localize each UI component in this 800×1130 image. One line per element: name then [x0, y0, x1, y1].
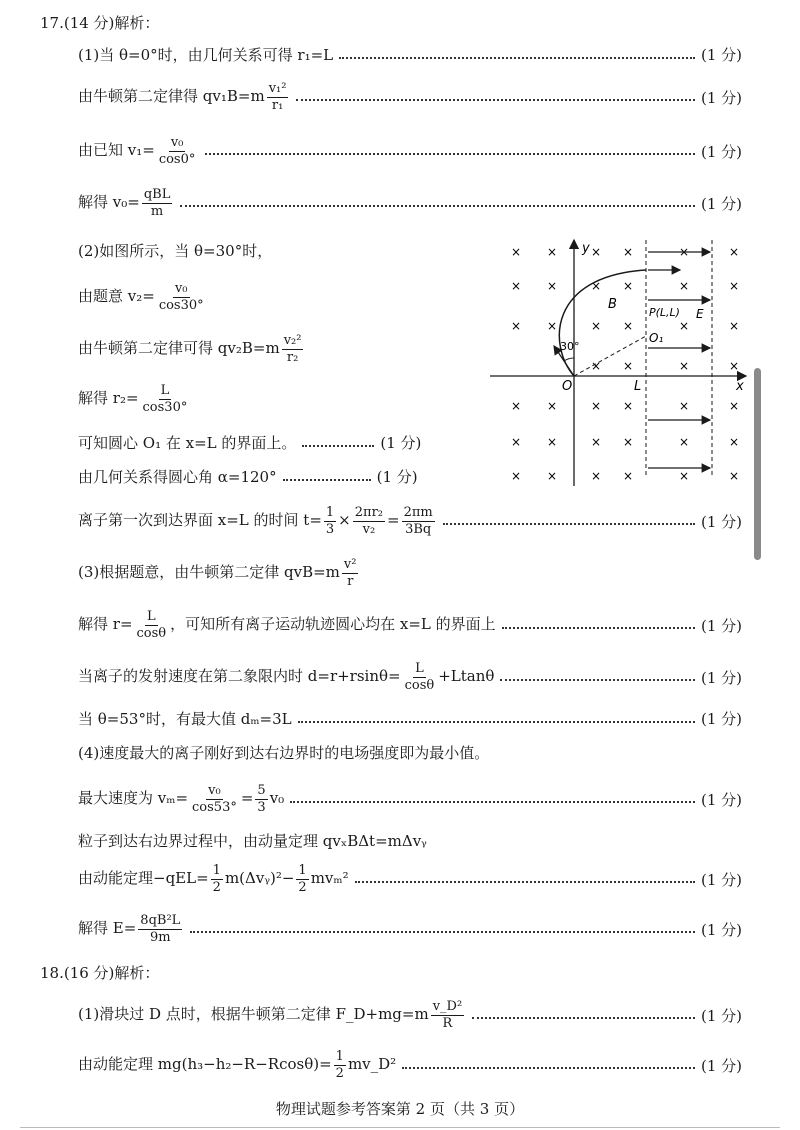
leader-dots [502, 627, 695, 629]
fraction: $\frac{1}{2}$ [298, 863, 307, 895]
q18-header: 18.(16 分)解析： [40, 964, 160, 982]
field-cross-mark: × [546, 245, 558, 259]
angle-label: 30° [560, 340, 580, 353]
leader-dots [296, 99, 695, 101]
score-label: (1 分) [700, 46, 742, 64]
leader-dots [298, 721, 695, 723]
field-cross-mark: × [622, 245, 634, 259]
q18-d-line: (1)滑块过 D 点时，根据牛顿第二定律 F_D+mg=m $\frac{\text{v\_D²}}{R}$ (1 分) [78, 999, 742, 1031]
field-cross-mark: × [546, 469, 558, 483]
magnetic-field-diagram [488, 236, 753, 488]
fraction: $\frac{1}{2}$ [212, 863, 221, 895]
field-cross-mark: × [678, 469, 690, 483]
field-cross-mark: × [510, 279, 522, 293]
fraction: $\frac{5}{3}$ [257, 783, 266, 815]
fraction: $\frac{1}{2}$ [335, 1049, 344, 1081]
score-label: (1 分) [700, 512, 742, 531]
field-cross-mark: × [622, 469, 634, 483]
q17-p2-r2-line: 解得 r₂= $\frac{L}{\cos 30^\circ}$ [78, 383, 188, 415]
origin-label: O [562, 379, 573, 394]
score-label: (1 分) [376, 468, 418, 486]
score-label: (1 分) [700, 790, 742, 809]
field-cross-mark: × [590, 245, 602, 259]
leader-dots [355, 881, 695, 883]
q17-p1-newton-line: 由牛顿第二定律得 qv₁B=m $\frac{\text{v₁²}}{\text{r₁}}$ (1 分) [78, 81, 742, 113]
q17-p2-angle-line: 由几何关系得圆心角 α=120° (1 分) [78, 468, 418, 486]
score-label: (1 分) [700, 668, 742, 687]
score-label: (1 分) [700, 1006, 742, 1025]
q17-p4-intro-line: (4)速度最大的离子刚好到达右边界时的电场强度即为最小值。 [78, 744, 490, 762]
y-axis-label: y [582, 241, 590, 256]
field-cross-mark: × [546, 435, 558, 449]
B-label: B [608, 297, 617, 312]
fraction: $\frac{\text{v\_D²}}{R}$ [432, 999, 463, 1031]
leader-dots [500, 679, 695, 681]
field-cross-mark: × [728, 469, 740, 483]
q17-p2-v2-line: 由题意 v₂= $\frac{\text{v₀}}{\cos 30^\circ}$ [78, 281, 204, 313]
fraction: $\frac{\text{qBL}}{m}$ [143, 187, 171, 219]
q17-p1-known-line: 由已知 v₁= $\frac{\text{v₀}}{\cos 0^\circ}$ (1 分) [78, 135, 742, 167]
fraction: $\frac{\text{v₀}}{\cos 30^\circ}$ [158, 281, 204, 313]
score-label: (1 分) [700, 142, 742, 161]
field-cross-mark: × [510, 435, 522, 449]
field-cross-mark: × [590, 359, 602, 373]
field-cross-mark: × [728, 319, 740, 333]
q17-p3-max-line: 当 θ=53°时，有最大值 dₘ=3L (1 分) [78, 710, 742, 728]
fraction: $\frac{\text{v₀}}{\cos 53^\circ}$ [192, 783, 237, 815]
leader-dots [283, 479, 371, 481]
field-cross-mark: × [510, 319, 522, 333]
fraction: $\frac{\text{v₂²}}{\text{r₂}}$ [283, 333, 302, 365]
leader-dots [443, 523, 695, 525]
field-cross-mark: × [510, 399, 522, 413]
field-cross-mark: × [678, 319, 690, 333]
fraction: $\frac{1}{3}$ [325, 505, 335, 537]
fraction: $\frac{\text{2πr₂}}{\text{v₂}}$ [354, 505, 383, 537]
score-label: (1 分) [700, 920, 742, 939]
field-cross-mark: × [546, 399, 558, 413]
field-cross-mark: × [678, 279, 690, 293]
field-cross-mark: × [622, 279, 634, 293]
field-cross-mark: × [678, 245, 690, 259]
field-cross-mark: × [590, 469, 602, 483]
field-cross-mark: × [590, 435, 602, 449]
field-cross-mark: × [678, 435, 690, 449]
field-crosses [511, 245, 739, 483]
leader-dots [190, 931, 695, 933]
score-label: (1 分) [700, 616, 742, 635]
field-cross-mark: × [622, 435, 634, 449]
field-cross-mark: × [510, 469, 522, 483]
q17-p2-newton-line: 由牛顿第二定律可得 qv₂B=m $\frac{\text{v₂²}}{\text{r₂}}$ [78, 333, 302, 365]
q17-header: 17.(14 分)解析： [40, 14, 160, 32]
q18-energy-line: 由动能定理 mg(h₃−h₂−R−Rcosθ)= $\frac{1}{2}$ mv_D² (1 分) [78, 1049, 742, 1081]
field-cross-mark: × [590, 279, 602, 293]
score-label: (1 分) [380, 434, 422, 452]
q17-p4-energy-line: 由动能定理−qEL= $\frac{1}{2}$ m(Δvᵧ)²− $\frac{1}{2}$ mvₘ² (1 分) [78, 863, 742, 895]
field-cross-mark: × [590, 319, 602, 333]
field-cross-mark: × [622, 359, 634, 373]
q17-p3-d-line: 当离子的发射速度在第二象限内时 d=r+rsinθ= $\frac{L}{\cos\theta}$ +Ltanθ (1 分) [78, 661, 742, 693]
field-cross-mark: × [590, 399, 602, 413]
field-cross-mark: × [678, 359, 690, 373]
q17-p1-solve-line: 解得 v₀= $\frac{\text{qBL}}{m}$ (1 分) [78, 187, 742, 219]
leader-dots [472, 1017, 695, 1019]
leader-dots [302, 445, 374, 447]
score-label: (1 分) [700, 870, 742, 889]
fraction: $\frac{\text{v₀}}{\cos 0^\circ}$ [158, 135, 196, 167]
fraction: $\frac{L}{\cos\theta}$ [404, 661, 435, 693]
leader-dots [205, 153, 695, 155]
radius-line [574, 336, 646, 376]
field-cross-mark: × [622, 319, 634, 333]
E-label: E [696, 307, 704, 321]
field-cross-mark: × [546, 279, 558, 293]
q17-p2-intro-line: (2)如图所示，当 θ=30°时， [78, 242, 273, 260]
angle-arc [564, 358, 574, 361]
q17-p3-solve-line: 解得 r= $\frac{L}{\cos\theta}$ ，可知所有离子运动轨迹圆心均在 x=L 的界面上 (1 分) [78, 609, 742, 641]
q17-p2-center-line: 可知圆心 O₁ 在 x=L 的界面上。 (1 分) [78, 434, 422, 452]
score-label: (1 分) [700, 194, 742, 213]
q17-p4-momentum-line: 粒子到达右边界过程中，由动量定理 qvₓBΔt=mΔvᵧ [78, 832, 427, 850]
fraction: $\frac{L}{\cos 30^\circ}$ [142, 383, 188, 415]
q17-p2-time-line: 离子第一次到达界面 x=L 的时间 t= $\frac{1}{3}$ × $\frac{\text{2πr₂}}{\text{v₂}}$ = $\frac{2\pi m}{3Bq}$ (1 分) [78, 505, 742, 537]
field-cross-mark: × [728, 359, 740, 373]
field-cross-mark: × [678, 399, 690, 413]
leader-dots [339, 57, 695, 59]
field-cross-mark: × [546, 319, 558, 333]
P-point-label: P(L,L) [649, 306, 680, 319]
score-label: (1 分) [700, 1056, 742, 1075]
O1-label: O₁ [649, 331, 664, 345]
q17-p4-vmax-line: 最大速度为 vₘ= $\frac{\text{v₀}}{\cos 53^\circ}$ = $\frac{5}{3}$ v₀ (1 分) [78, 783, 742, 815]
leader-dots [290, 801, 695, 803]
fraction: $\frac{\text{v²}}{r}$ [343, 557, 357, 589]
field-cross-mark: × [622, 399, 634, 413]
fraction: $\frac{\text{8qB²L}}{9m}$ [140, 913, 181, 945]
q17-p1-intro-line: (1)当 θ=0°时，由几何关系可得 r₁=L (1 分) [78, 46, 742, 64]
leader-dots [180, 205, 695, 207]
field-cross-mark: × [728, 435, 740, 449]
fraction: $\frac{L}{\cos\theta}$ [136, 609, 167, 641]
x-axis-label: x [736, 379, 744, 394]
fraction: $\frac{2\pi m}{3Bq}$ [403, 505, 433, 537]
field-cross-mark: × [728, 399, 740, 413]
field-cross-mark: × [728, 279, 740, 293]
scrollbar[interactable] [754, 368, 761, 560]
fraction: $\frac{\text{v₁²}}{\text{r₁}}$ [268, 81, 287, 113]
bottom-rule [20, 1127, 780, 1128]
field-cross-mark: × [728, 245, 740, 259]
field-cross-mark: × [510, 245, 522, 259]
page-footer: 物理试题参考答案第 2 页（共 3 页） [275, 1100, 525, 1118]
L-label: L [634, 379, 642, 394]
q17-p4-E-line: 解得 E= $\frac{\text{8qB²L}}{9m}$ (1 分) [78, 913, 742, 945]
leader-dots [402, 1067, 695, 1069]
q17-p3-newton-line: (3)根据题意，由牛顿第二定律 qvB=m $\frac{\text{v²}}{r}$ [78, 557, 357, 589]
score-label: (1 分) [700, 710, 742, 728]
score-label: (1 分) [700, 88, 742, 107]
